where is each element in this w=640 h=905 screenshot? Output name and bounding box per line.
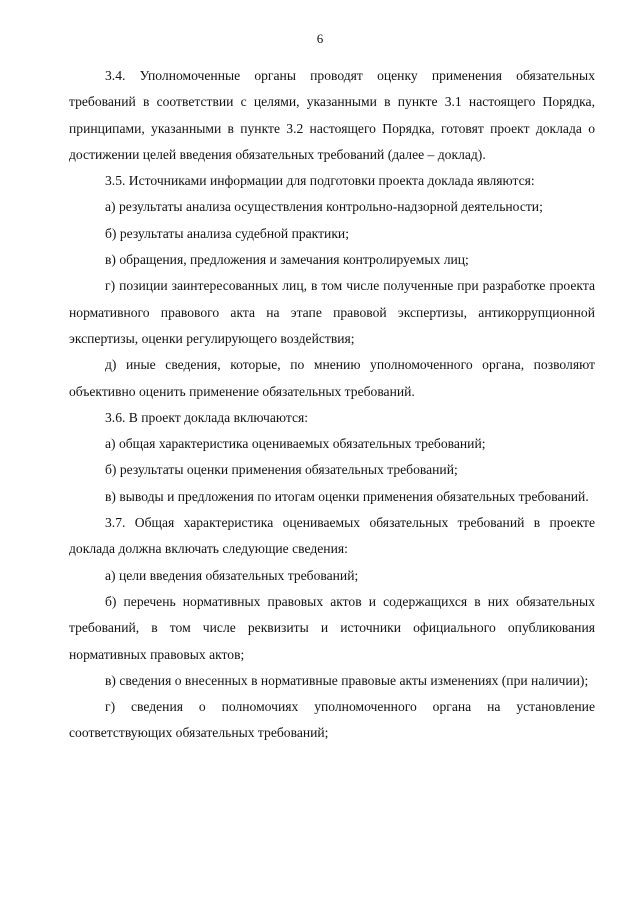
paragraph-3-5-g: г) позиции заинтересованных лиц, в том числе полученные при разработке проекта нормативного правового акта на этапе правовой экспертизы, антикоррупционной экспертизы, оценки регулирующего воздействия;	[69, 278, 595, 346]
paragraph-3-7-v: в) сведения о внесенных в нормативные правовые акты изменениях (при наличии);	[105, 672, 589, 688]
paragraph-3-7: 3.7. Общая характеристика оцениваемых обязательных требований в проекте доклада должна включать следующие сведения:	[69, 515, 595, 557]
paragraph-3-6-a: а) общая характеристика оцениваемых обязательных требований;	[105, 436, 486, 452]
paragraph-3-5-d: д) иные сведения, которые, по мнению уполномоченного органа, позволяют объективно оценить применение обязательных требований.	[69, 357, 595, 399]
page-number: 6	[316, 31, 324, 46]
document-body	[69, 63, 595, 747]
paragraph-3-7-a: а) цели введения обязательных требований;	[105, 567, 359, 583]
paragraph-3-5: 3.5. Источниками информации для подготовки проекта доклада являются:	[105, 173, 535, 189]
paragraph-3-6-b: б) результаты оценки применения обязательных требований;	[105, 462, 458, 478]
paragraph-3-6: 3.6. В проект доклада включаются:	[105, 409, 309, 425]
paragraph-3-5-a: а) результаты анализа осуществления контрольно-надзорной деятельности;	[105, 199, 543, 215]
paragraph-3-5-v: в) обращения, предложения и замечания контролируемых лиц;	[105, 252, 469, 268]
paragraph-3-7-g: г) сведения о полномочиях уполномоченного органа на установление соответствующих обязательных требований;	[69, 699, 595, 741]
paragraph-3-5-b: б) результаты анализа судебной практики;	[105, 225, 349, 241]
paragraph-3-6-v: в) выводы и предложения по итогам оценки применения обязательных требований.	[105, 488, 589, 504]
paragraph-3-7-b: б) перечень нормативных правовых актов и содержащихся в них обязательных требований, в том числе реквизиты и источники официального опубликования нормативных правовых актов;	[69, 593, 595, 662]
paragraph-3-4: 3.4. Уполномоченные органы проводят оценку применения обязательных требований в соответствии с целями, указанными в пункте 3.1 настоящего Порядка, принципами, указанными в пункте 3.2 настоящего Порядка, готовят проект доклада о достижении целей введения обязательных требований (далее – доклад).	[69, 68, 595, 162]
